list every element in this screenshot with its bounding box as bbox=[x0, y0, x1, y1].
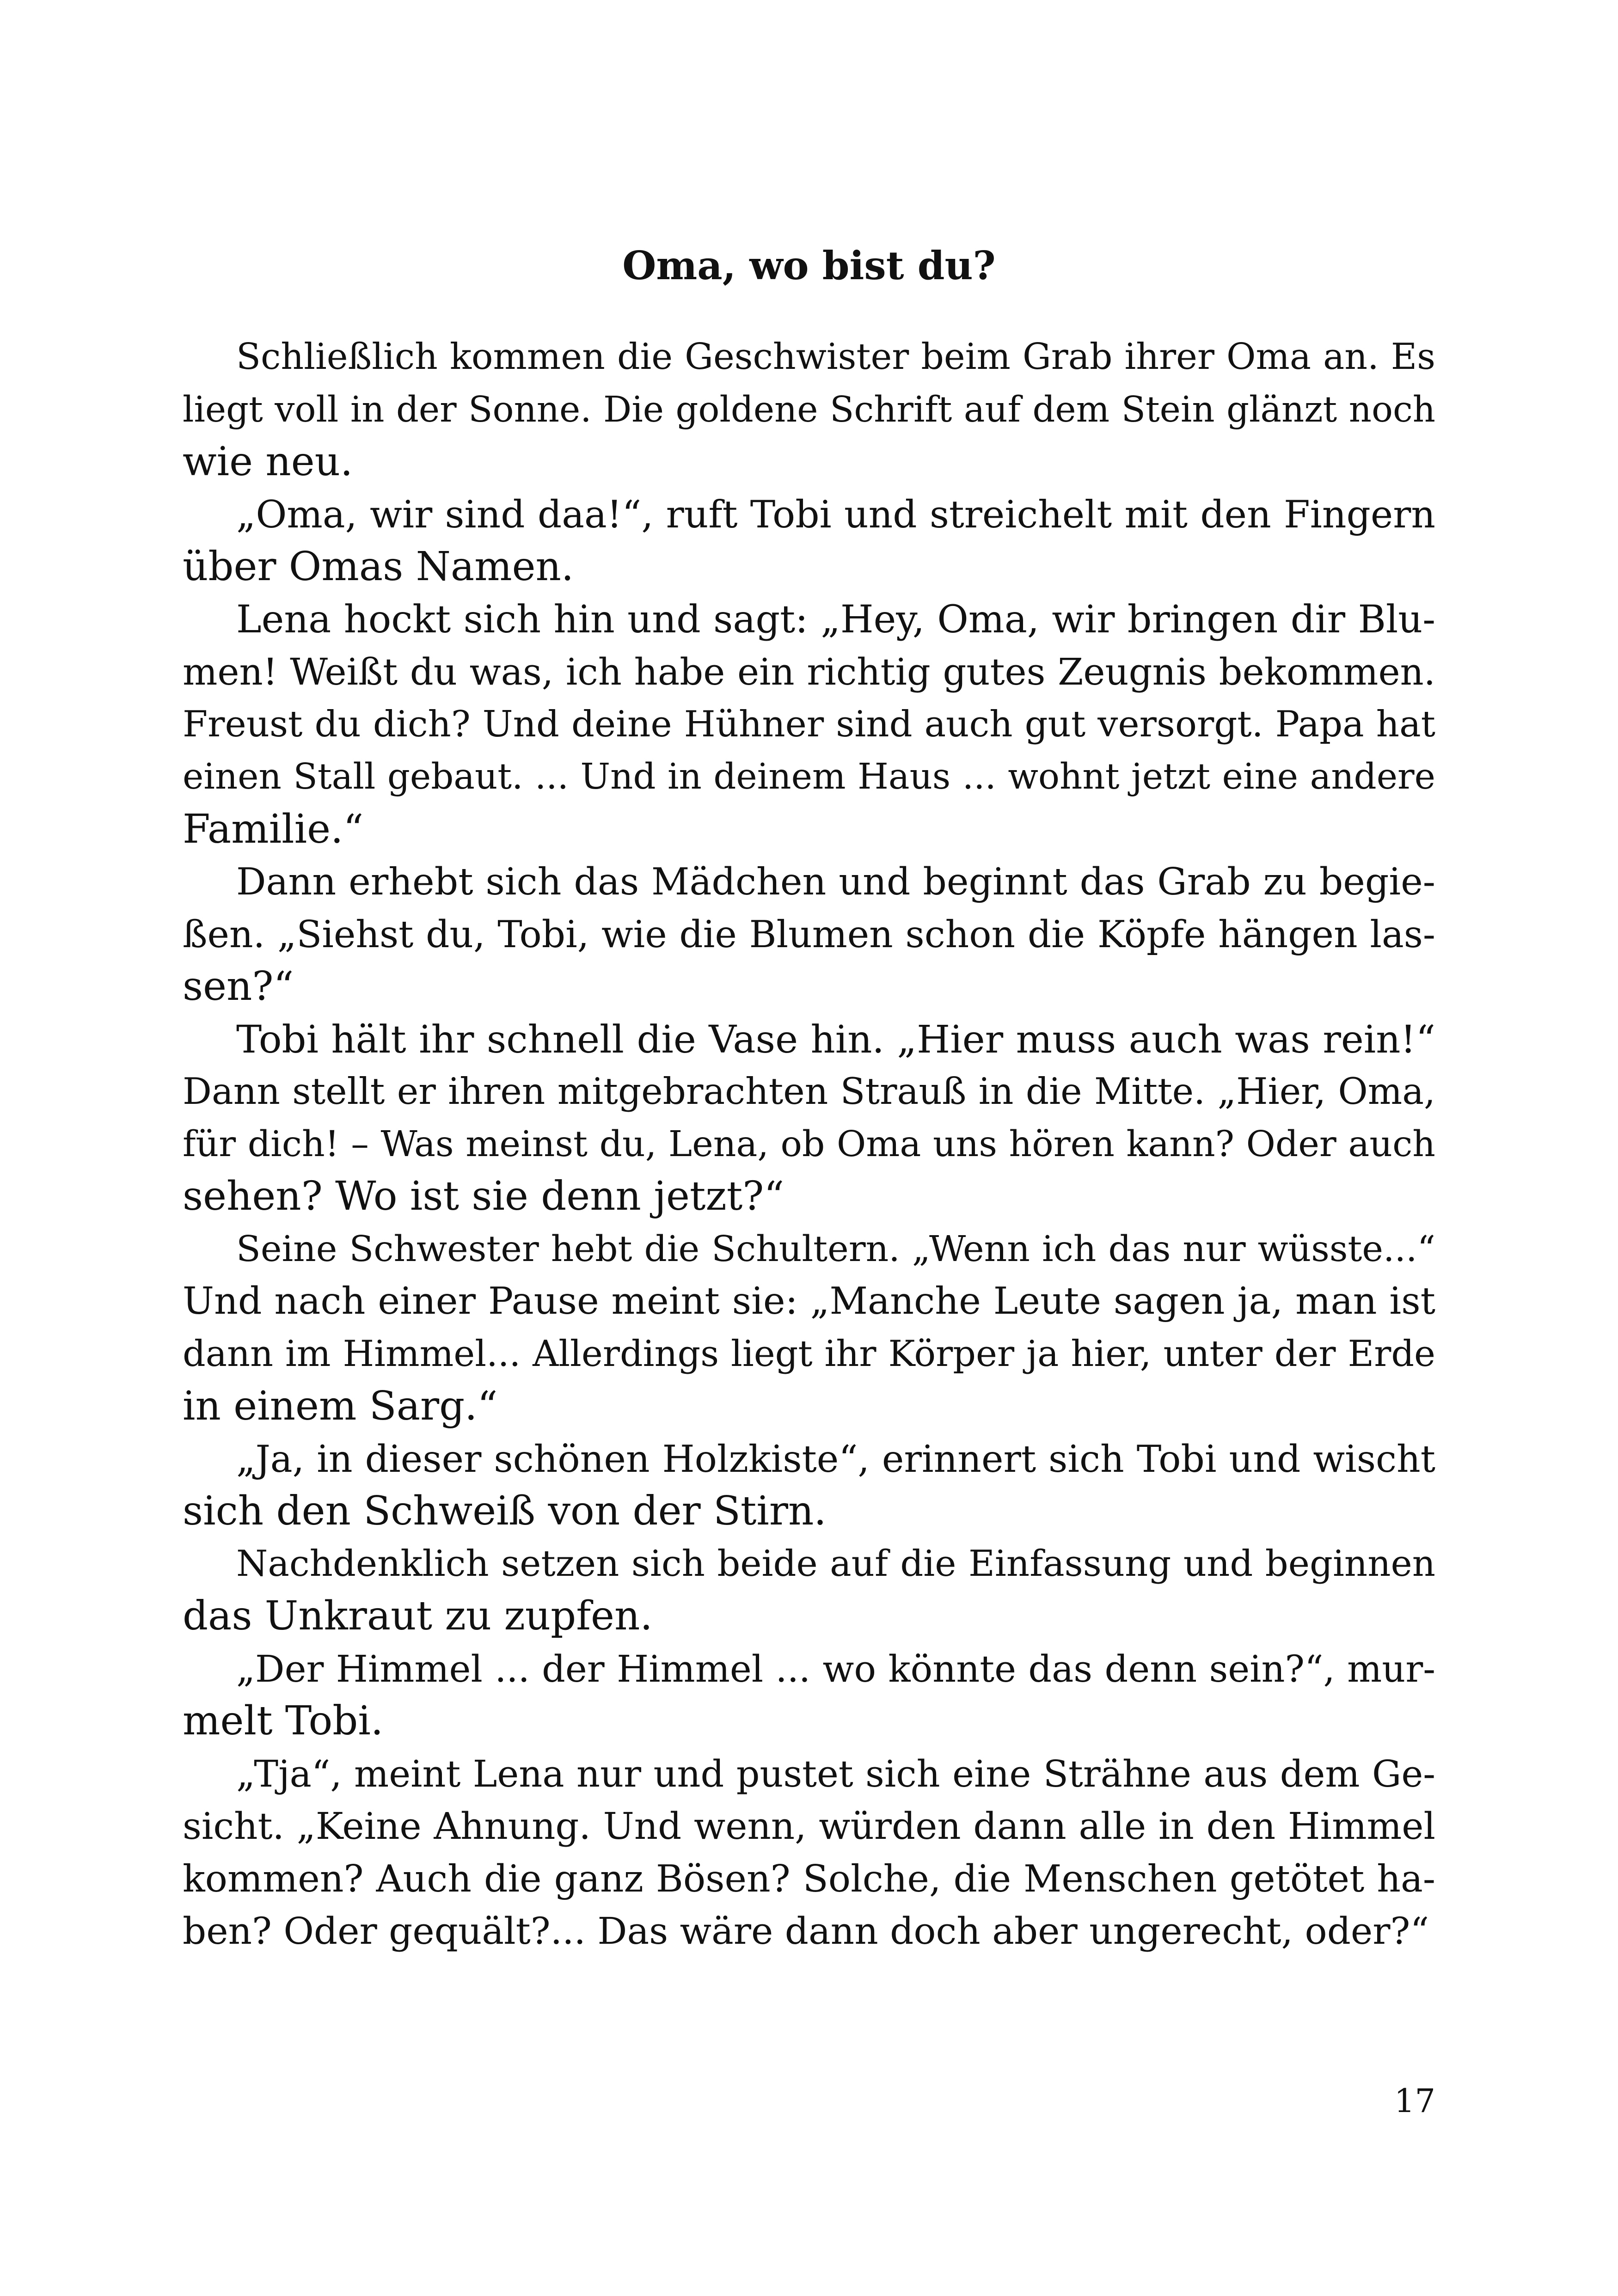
text-line: sehen? Wo ist sie denn jetzt?“ bbox=[183, 1173, 784, 1219]
chapter-title: Oma, wo bist du? bbox=[622, 243, 996, 288]
text-line: Und nach einer Pause meint sie: „Manche Leute sagen ja, man ist bbox=[183, 1280, 1435, 1323]
text-line: Tobi hält ihr schnell die Vase hin. „Hier muss auch was rein!“ bbox=[236, 1016, 1435, 1062]
text-line: sicht. „Keine Ahnung. Und wenn, würden dann alle in den Himmel bbox=[183, 1805, 1435, 1848]
text-line: kommen? Auch die ganz Bösen? Solche, die Menschen getötet ha- bbox=[183, 1856, 1435, 1900]
text-line: dann im Himmel... Allerdings liegt ihr Körper ja hier, unter der Erde bbox=[183, 1333, 1435, 1375]
text-line: Dann erhebt sich das Mädchen und beginnt das Grab zu begie- bbox=[236, 860, 1435, 903]
text-line: men! Weißt du was, ich habe ein richtig gutes Zeugnis bekommen. bbox=[183, 650, 1435, 693]
text-line: ßen. „Siehst du, Tobi, wie die Blumen schon die Köpfe hängen las- bbox=[183, 912, 1435, 956]
text-line: Freust du dich? Und deine Hühner sind auch gut versorgt. Papa hat bbox=[183, 703, 1435, 745]
text-line: Schließlich kommen die Geschwister beim Grab ihrer Oma an. Es bbox=[236, 336, 1435, 378]
text-line: „Tja“, meint Lena nur und pustet sich eine Strähne aus dem Ge- bbox=[236, 1752, 1435, 1795]
text-line: sen?“ bbox=[183, 963, 294, 1010]
text-line: Nachdenklich setzen sich beide auf die Einfassung und beginnen bbox=[236, 1543, 1435, 1585]
text-line: „Ja, in dieser schönen Holzkiste“, erinnert sich Tobi und wischt bbox=[236, 1437, 1435, 1481]
text-line: über Omas Namen. bbox=[183, 544, 574, 590]
text-line: liegt voll in der Sonne. Die goldene Schrift auf dem Stein glänzt noch bbox=[183, 389, 1435, 430]
text-line: „Der Himmel ... der Himmel ... wo könnte das denn sein?“, mur- bbox=[236, 1647, 1435, 1690]
text-line: einen Stall gebaut. ... Und in deinem Haus ... wohnt jetzt eine andere bbox=[183, 756, 1435, 797]
text-line: das Unkraut zu zupfen. bbox=[183, 1593, 653, 1639]
text-line: „Oma, wir sind daa!“, ruft Tobi und streichelt mit den Fingern bbox=[236, 492, 1435, 537]
text-line: Dann stellt er ihren mitgebrachten Strauß in die Mitte. „Hier, Oma, bbox=[183, 1070, 1435, 1113]
text-line: in einem Sarg.“ bbox=[183, 1383, 498, 1429]
text-line: ben? Oder gequält?... Das wäre dann doch aber ungerecht, oder?“ bbox=[183, 1910, 1429, 1953]
page-number: 17 bbox=[1394, 2082, 1435, 2120]
text-line: Seine Schwester hebt die Schultern. „Wenn ich das nur wüsste...“ bbox=[236, 1228, 1435, 1270]
text-line: Familie.“ bbox=[183, 806, 364, 852]
text-line: Lena hockt sich hin und sagt: „Hey, Oma, wir bringen dir Blu- bbox=[236, 597, 1435, 642]
story-text bbox=[183, 331, 1435, 1958]
text-line: melt Tobi. bbox=[183, 1698, 384, 1744]
text-line: sich den Schweiß von der Stirn. bbox=[183, 1488, 827, 1534]
text-line: wie neu. bbox=[183, 439, 353, 485]
text-line: für dich! – Was meinst du, Lena, ob Oma uns hören kann? Oder auch bbox=[183, 1123, 1435, 1165]
